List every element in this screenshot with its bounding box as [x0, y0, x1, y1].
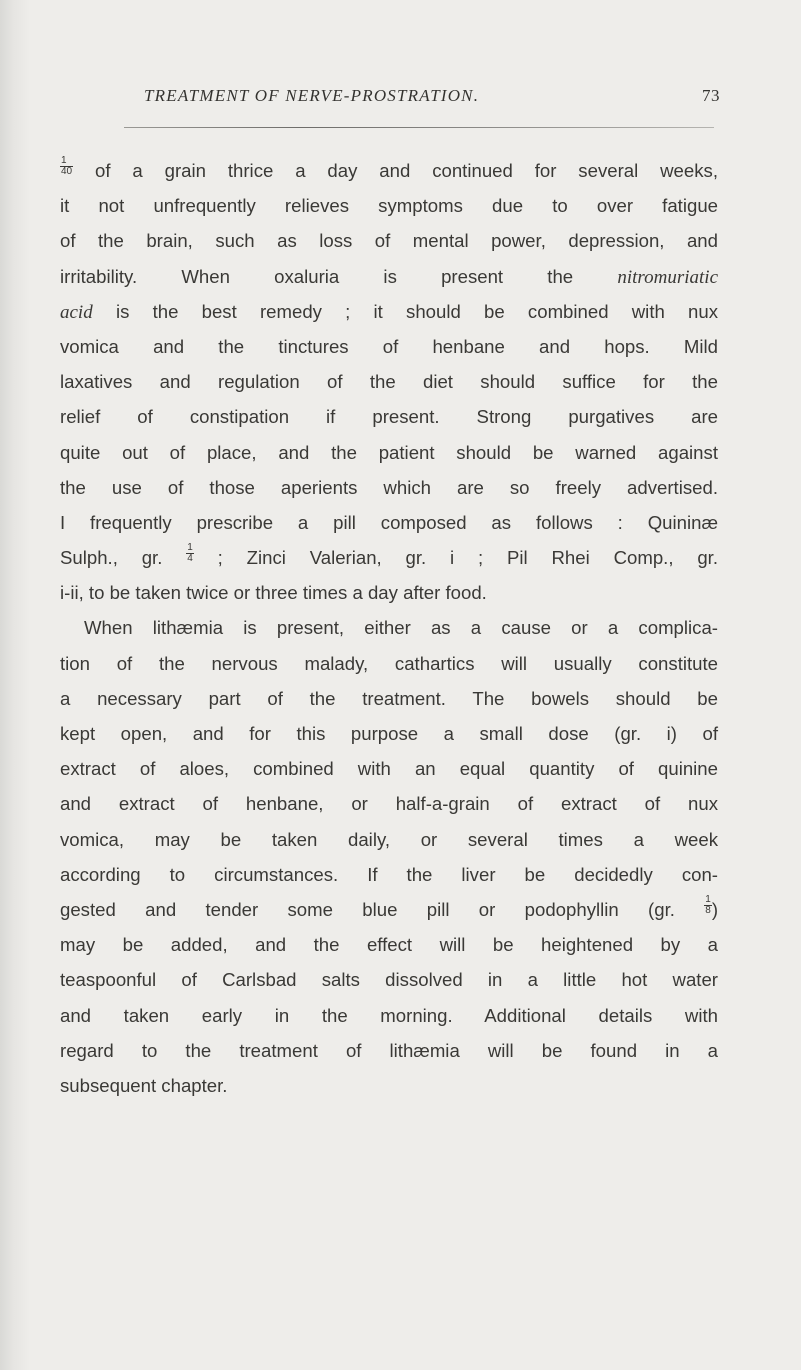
text-line: $\frac{1}{40}$ of a grain thrice a day and continued for several weeks, [61, 155, 718, 181]
fraction-one-fortieth: $\frac{1}{40}$ [61, 155, 73, 177]
header-rule [124, 127, 714, 128]
text-line: vomica, may be taken daily, or several times a week [60, 828, 718, 850]
paragraph-2 [60, 610, 718, 1103]
paragraph-1 [60, 153, 718, 610]
text-line: laxatives and regulation of the diet should suffice for the [60, 371, 718, 393]
text-line: it not unfrequently relieves symptoms due to over fatigue [60, 195, 718, 217]
text-line: subsequent chapter. [60, 1074, 228, 1096]
text-line: according to circumstances. If the liver be decidedly con- [60, 863, 718, 885]
italic-term: nitromuriatic [617, 266, 719, 288]
text-line: and taken early in the morning. Additional details with [60, 1004, 718, 1026]
body-text [60, 153, 718, 1103]
text-line: When lithæmia is present, either as a cause or a complica- [84, 617, 718, 639]
text-line: vomica and the tinctures of henbane and hops. Mild [60, 335, 718, 357]
text-line: i-ii, to be taken twice or three times a day after food. [60, 582, 487, 604]
text-line: regard to the treatment of lithæmia will be found in a [60, 1039, 718, 1061]
running-head: TREATMENT OF NERVE-PROSTRATION. [144, 86, 480, 105]
text-line: gested and tender some blue pill or podophyllin (gr. $\frac{1}{8}$ ) [60, 893, 719, 920]
italic-term: acid [60, 301, 93, 323]
text-line: quite out of place, and the patient should be warned against [60, 441, 718, 463]
text-line: Sulph., gr. $\frac{1}{4}$ ; Zinci Valerian, gr. i ; Pil Rhei Comp., gr. [60, 542, 719, 569]
text-line: irritability. When oxaluria is present the nitromuriatic [60, 265, 719, 288]
text-line: kept open, and for this purpose a small dose (gr. i) of [60, 723, 718, 744]
fraction-one-eighth: $\frac{1}{8}$ [705, 893, 711, 916]
text-line: acid is the best remedy ; it should be combined with nux [60, 300, 719, 323]
page-header [120, 86, 720, 110]
text-line: I frequently prescribe a pill composed as follows : Quininæ [60, 511, 718, 533]
text-line: tion of the nervous malady, cathartics will usually constitute [60, 652, 718, 674]
page-edge-shadow [0, 0, 30, 1370]
text-line: extract of aloes, combined with an equal quantity of quinine [60, 758, 718, 780]
text-line: of the brain, such as loss of mental power, depression, and [60, 230, 718, 252]
text-line: the use of those aperients which are so freely advertised. [60, 476, 718, 498]
text-line: a necessary part of the treatment. The bowels should be [60, 687, 718, 709]
text-line: relief of constipation if present. Strong purgatives are [60, 406, 718, 428]
text-line: may be added, and the effect will be heightened by a [60, 934, 718, 956]
text-line: teaspoonful of Carlsbad salts dissolved in a little hot water [60, 969, 718, 991]
text-line: and extract of henbane, or half-a-grain of extract of nux [60, 793, 718, 815]
page-number: 73 [702, 86, 720, 105]
fraction-one-quarter: $\frac{1}{4}$ [187, 542, 193, 565]
